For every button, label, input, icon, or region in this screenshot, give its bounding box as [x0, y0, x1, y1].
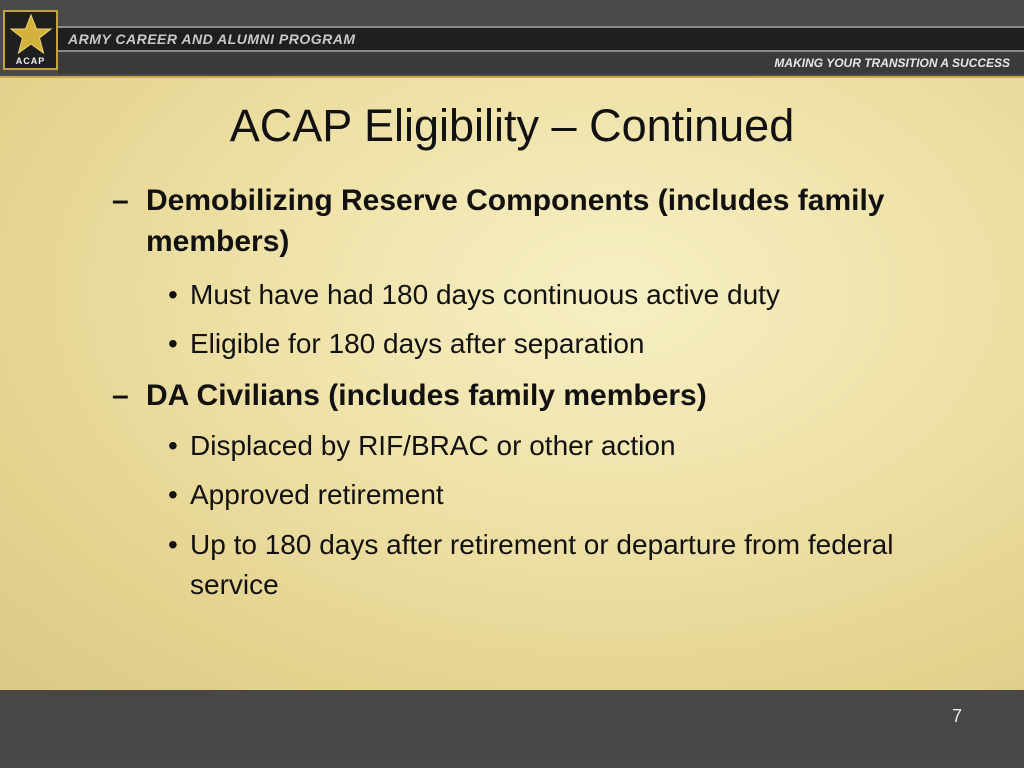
list-item-text: Displaced by RIF/BRAC or other action: [190, 430, 676, 461]
star-icon: [7, 13, 55, 57]
section-heading-text: DA Civilians (includes family members): [146, 379, 707, 412]
list-item: [168, 324, 968, 364]
list-item: [168, 525, 968, 605]
bullet-marker: •: [168, 430, 178, 461]
section-heading: [112, 180, 962, 262]
acap-logo: [3, 10, 58, 70]
list-item: [168, 275, 968, 315]
tagline-bar: [58, 52, 1024, 74]
footer-band: [0, 690, 1024, 768]
section-heading-text: Demobilizing Reserve Components (includes family members): [146, 184, 885, 258]
program-bar: [58, 26, 1024, 52]
bullet-marker: •: [168, 479, 178, 510]
tagline: MAKING YOUR TRANSITION A SUCCESS: [774, 56, 1010, 70]
dash-marker: –: [112, 379, 129, 412]
list-item: [168, 475, 968, 515]
bullet-marker: •: [168, 328, 178, 359]
list-item: [168, 426, 968, 466]
bullet-marker: •: [168, 529, 178, 560]
list-item-text: Must have had 180 days continuous active duty: [190, 279, 780, 310]
dash-marker: –: [112, 184, 129, 217]
list-item-text: Approved retirement: [190, 479, 444, 510]
page-number: 7: [951, 706, 962, 726]
section-heading: [112, 375, 962, 416]
program-name: ARMY CAREER AND ALUMNI PROGRAM: [68, 31, 356, 47]
logo-text: ACAP: [15, 56, 46, 66]
bullet-marker: •: [168, 279, 178, 310]
list-item-text: Eligible for 180 days after separation: [190, 328, 645, 359]
header-band: [0, 0, 1024, 78]
slide-title: ACAP Eligibility – Continued: [229, 100, 795, 151]
list-item-text: Up to 180 days after retirement or departure from federal service: [190, 529, 894, 600]
slide-content: [0, 78, 1024, 690]
